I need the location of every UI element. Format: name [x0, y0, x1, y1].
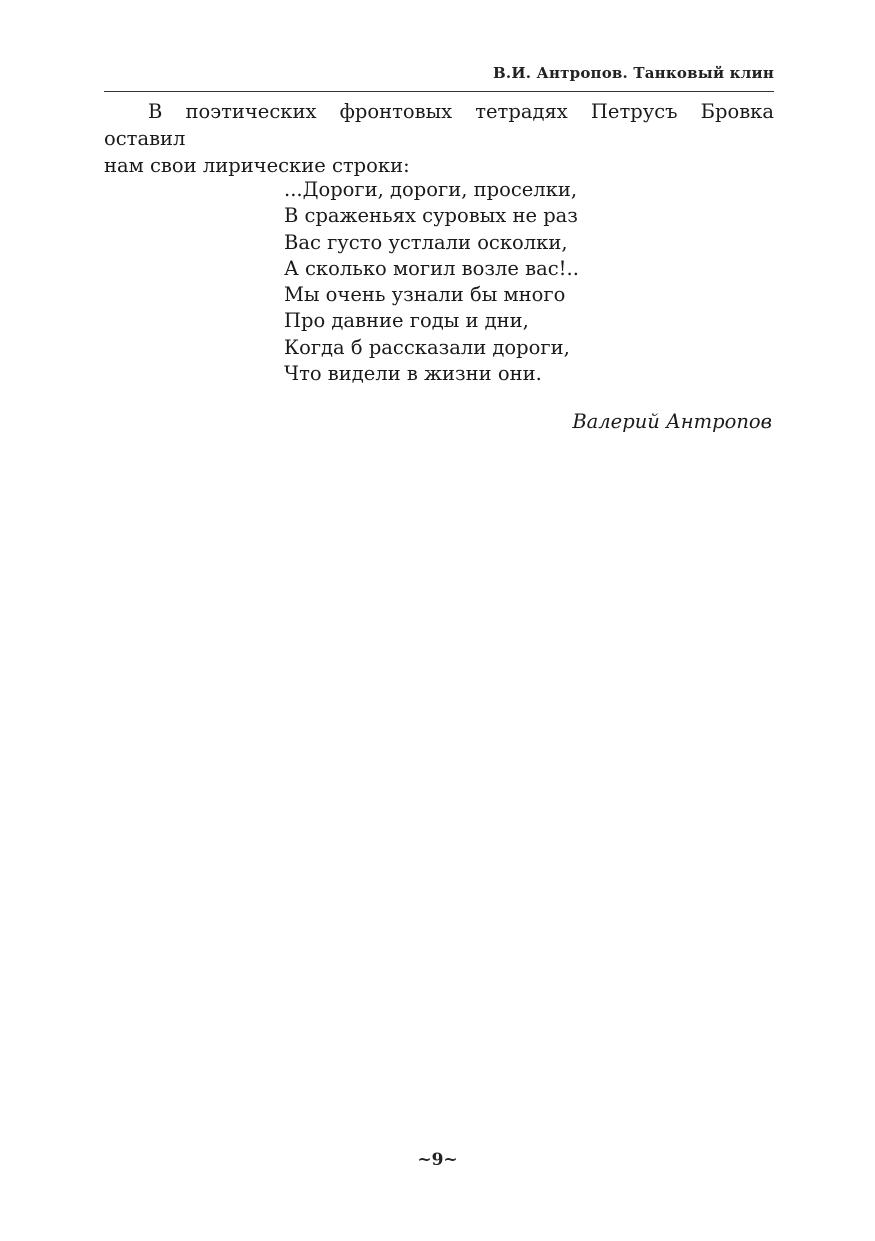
poem-signature: Валерий Антропов: [572, 410, 772, 433]
header-rule: [104, 91, 774, 92]
page-number: ~9~: [417, 1150, 458, 1170]
poem-line: В сраженьях суровых не раз: [284, 204, 578, 228]
poem-line: Что видели в жизни они.: [284, 362, 542, 386]
intro-paragraph: [104, 98, 774, 179]
intro-line-1: В поэтических фронтовых тетрадях Петрусъ Бровка оставил: [104, 100, 774, 150]
poem-line: Про давние годы и дни,: [284, 309, 529, 333]
poem-line: А сколько могил возле вас!..: [284, 256, 579, 280]
intro-line-2: нам свои лирические строки:: [104, 154, 410, 177]
running-header: В.И. Антропов. Танковый клин: [493, 64, 774, 82]
poem-line: ...Дороги, дороги, проселки,: [284, 178, 578, 201]
poem-line: Когда б рассказали дороги,: [284, 335, 570, 359]
poem-line: Мы очень узнали бы много: [284, 283, 566, 307]
poem-stanza: [284, 177, 754, 387]
poem-line: Вас густо устлали осколки,: [284, 230, 568, 254]
